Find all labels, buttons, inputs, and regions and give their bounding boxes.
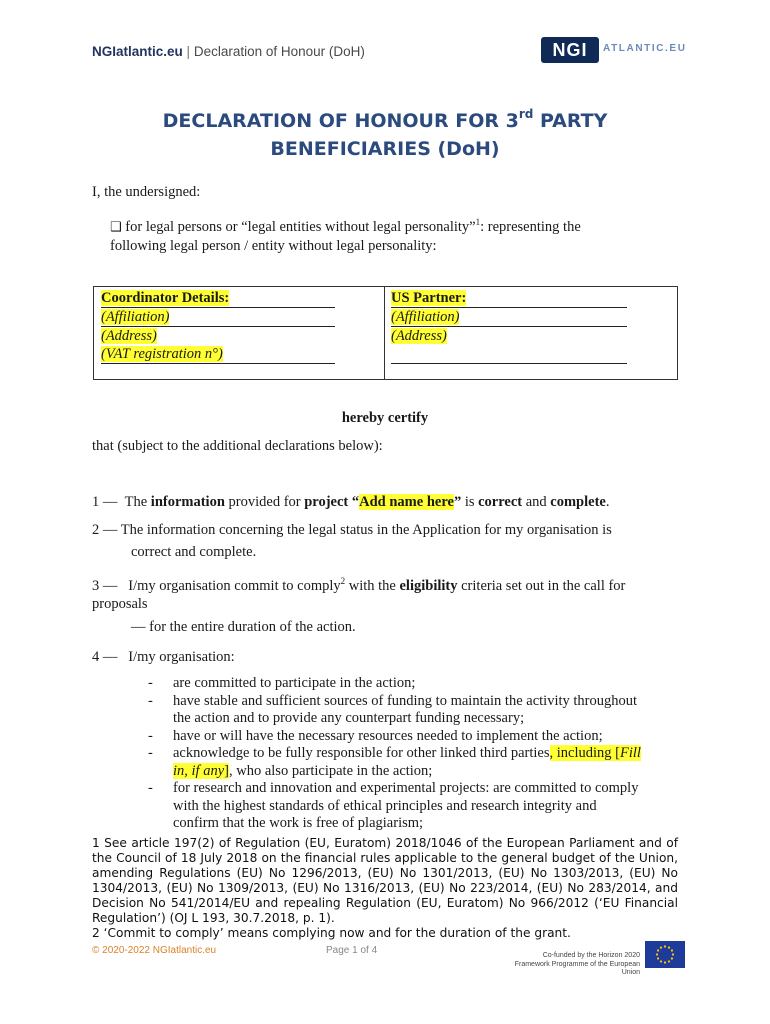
hereby-certify: hereby certify bbox=[341, 410, 429, 426]
item-3-text: I/my organisation commit to comply bbox=[128, 577, 341, 594]
item-2 bbox=[92, 521, 612, 561]
coordinator-heading: Coordinator Details: bbox=[101, 290, 230, 306]
page-title bbox=[92, 100, 678, 163]
coordinator-cell bbox=[101, 289, 335, 364]
legal-line2: following legal person / entity without legal personality: bbox=[110, 237, 437, 254]
item-4-text: I/my organisation: bbox=[128, 649, 235, 665]
linked-parties-highlight: , including [ bbox=[549, 745, 620, 761]
item-1-text-4: and bbox=[522, 494, 551, 510]
item-2-line2: correct and complete. bbox=[131, 544, 257, 560]
eu-star bbox=[664, 945, 666, 947]
eu-star bbox=[671, 949, 673, 951]
table-divider bbox=[384, 287, 385, 379]
legal-persons-paragraph bbox=[110, 213, 680, 255]
item-3-duration: — for the entire duration of the action. bbox=[131, 619, 356, 635]
list-item bbox=[148, 745, 680, 780]
eu-star bbox=[656, 953, 658, 955]
eu-star bbox=[664, 961, 666, 963]
partner-affiliation: (Affiliation) bbox=[391, 309, 460, 325]
project-name-placeholder: Add name here bbox=[359, 494, 454, 510]
item-3-text-2: with the bbox=[345, 577, 400, 594]
item-3 bbox=[92, 572, 625, 613]
title-sup: rd bbox=[518, 107, 534, 121]
item-1-correct: correct bbox=[478, 494, 523, 510]
footnotes bbox=[92, 836, 678, 941]
header-site bbox=[92, 44, 365, 59]
eu-star bbox=[668, 946, 670, 948]
checkbox-icon[interactable]: ❑ bbox=[110, 219, 122, 235]
list-item-text: , who also participate in the action; bbox=[229, 762, 433, 779]
footer-copyright: © 2020-2022 NGIatlantic.eu bbox=[92, 945, 217, 956]
list-item-text: - for research and innovation and experimental projects: are committed to comply bbox=[173, 780, 639, 796]
header-doc-name: Declaration of Honour (DoH) bbox=[193, 44, 365, 59]
item-3-text-3: criteria set out in the call for bbox=[457, 577, 626, 594]
logo-atlantic-text: ATLANTIC.EU bbox=[603, 43, 687, 54]
item-1-text: The bbox=[124, 494, 151, 510]
item-1-information: information bbox=[150, 494, 225, 510]
eu-star bbox=[660, 960, 662, 962]
fill-placeholder-cont: in, if any bbox=[173, 762, 225, 779]
eu-star bbox=[660, 946, 662, 948]
title-line2: BENEFICIARIES (DoH) bbox=[270, 138, 500, 160]
cofunded-line2: Framework Programme of the European Union bbox=[514, 960, 640, 976]
item-3-number: 3 — bbox=[92, 577, 118, 594]
coordinator-vat: (VAT registration n°) bbox=[101, 346, 223, 362]
partner-blank-line bbox=[391, 345, 627, 364]
item-1 bbox=[92, 493, 609, 511]
coordinator-address: (Address) bbox=[101, 328, 157, 344]
title-line1-post: PARTY bbox=[533, 110, 608, 132]
list-item-text: with the highest standards of ethical principles and research integrity and bbox=[173, 797, 597, 814]
eu-star bbox=[668, 960, 670, 962]
footnote-1: 1 See article 197(2) of Regulation (EU, Euratom) 2018/1046 of the European Parliament and of the Council of 18 July 2018 on the financial rules applicable to the general budget of the Union, amending Regulations (EU) No 1296/2013, (EU) No 1301/2013, (EU) No 1303/2013, (EU) No 1304/2013, (EU) No 1309/2013, (EU) No 1316/2013, (EU) No 223/2014, (EU) No 283/2014, and Decision No 541/2014/EU and repealing Regulation (EU, Euratom) No 966/2012 (‘EU Financial Regulation’) (OJ L 193, 30.7.2018, p. 1). bbox=[92, 836, 678, 925]
legal-footnote-ref: 1 bbox=[475, 217, 481, 227]
eu-star bbox=[672, 953, 674, 955]
item-1-complete: complete bbox=[550, 494, 606, 510]
item-3-line2: proposals bbox=[92, 595, 148, 612]
footnote-2: 2 ‘Commit to comply’ means complying now and for the duration of the grant. bbox=[92, 926, 571, 940]
title-line1-pre: DECLARATION OF HONOUR FOR 3 bbox=[162, 110, 519, 132]
bracket-close: ] bbox=[224, 762, 229, 779]
eu-flag-icon bbox=[645, 941, 685, 968]
ngi-atlantic-logo bbox=[541, 37, 687, 63]
item-1-number: 1 — bbox=[92, 494, 118, 510]
item-3-eligibility: eligibility bbox=[399, 577, 458, 594]
legal-line1-tail: : representing the bbox=[480, 218, 581, 235]
cofunded-text bbox=[500, 952, 640, 978]
fill-placeholder: Fill bbox=[619, 745, 641, 761]
list-item-text: have or will have the necessary resources needed to implement the action; bbox=[173, 727, 603, 744]
eu-stars bbox=[645, 941, 685, 968]
item-2-line1: 2 — The information concerning the legal status in the Application for my organisation is bbox=[92, 522, 612, 538]
list-item-text: are committed to participate in the action; bbox=[173, 675, 416, 691]
eu-star bbox=[657, 957, 659, 959]
eu-star bbox=[671, 957, 673, 959]
item-4 bbox=[92, 648, 235, 666]
header-separator: | bbox=[186, 44, 191, 59]
partner-address: (Address) bbox=[391, 328, 447, 344]
partner-heading: US Partner: bbox=[391, 290, 467, 306]
eu-star bbox=[657, 949, 659, 951]
cofunded-line1: Co-funded by the Horizon 2020 bbox=[542, 952, 640, 959]
list-item-text: - have stable and sufficient sources of funding to maintain the activity throughout bbox=[173, 692, 638, 709]
undersigned-text: I, the undersigned: bbox=[92, 184, 201, 200]
coordinator-affiliation: (Affiliation) bbox=[101, 309, 170, 325]
item-1-text-3: is bbox=[461, 494, 479, 510]
list-item-text: the action and to provide any counterpart funding necessary; bbox=[173, 710, 525, 726]
list-item bbox=[148, 780, 680, 833]
item-1-project: project “ bbox=[304, 494, 360, 510]
footer-page-number: Page 1 of 4 bbox=[326, 945, 378, 956]
partner-cell bbox=[391, 289, 627, 364]
item-3-footnote-ref: 2 bbox=[340, 576, 346, 586]
item-4-number: 4 — bbox=[92, 649, 118, 665]
list-item bbox=[148, 728, 680, 746]
item-1-quote-close: ” bbox=[453, 494, 462, 510]
list-item bbox=[148, 675, 680, 693]
list-item-text: confirm that the work is free of plagiarism; bbox=[173, 815, 424, 831]
item-1-period: . bbox=[605, 494, 610, 510]
logo-ngi-mark: NGI bbox=[541, 37, 599, 63]
subject-text: that (subject to the additional declarations below): bbox=[92, 438, 383, 454]
list-item-text: acknowledge to be fully responsible for other linked third parties bbox=[173, 745, 550, 761]
site-name: NGIatlantic.eu bbox=[92, 44, 183, 59]
list-item bbox=[148, 693, 680, 728]
item-4-list bbox=[148, 675, 680, 833]
item-1-text-2: provided for bbox=[224, 494, 305, 510]
details-table bbox=[93, 286, 678, 380]
legal-line1: for legal persons or “legal entities without legal personality” bbox=[121, 218, 476, 235]
